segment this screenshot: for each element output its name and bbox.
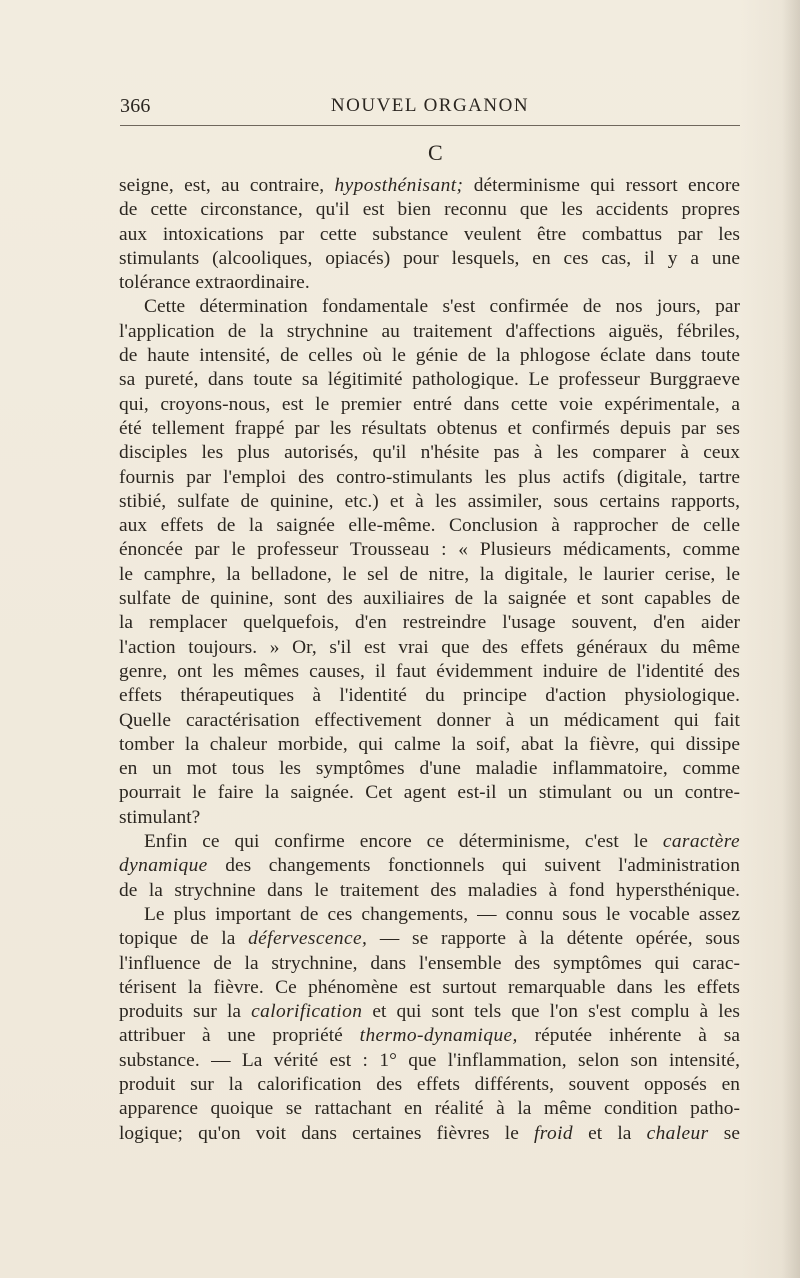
text-run: genre, ont les mêmes causes, il faut évidemment induire de l'identité des xyxy=(119,660,740,682)
text-run: sulfate de quinine, sont des auxiliaires de la saignée et sont capables de xyxy=(119,588,740,610)
text-run: aux intoxications par cette substance veulent être combattus par les xyxy=(119,223,740,245)
text-run: de haute intensité, de celles où le génie de la phlogose éclate dans toute xyxy=(119,345,740,367)
text-run: tolérance extraordinaire. xyxy=(119,272,310,294)
text-line xyxy=(119,223,740,247)
text-line xyxy=(119,927,740,951)
text-line xyxy=(119,393,740,417)
text-run: — se rapporte à la détente opérée, sous xyxy=(367,928,741,950)
text-run: l'influence de la strychnine, dans l'ensemble des symptômes qui carac- xyxy=(119,952,740,974)
text-line xyxy=(119,247,740,271)
text-run: Cette détermination fondamentale s'est confirmée de nos jours, par xyxy=(144,296,740,318)
text-run: Enfin ce qui confirme encore ce déterminisme, c'est le xyxy=(144,831,663,853)
text-run: Le plus important de ces changements, — connu sous le vocable assez xyxy=(144,903,740,925)
text-line xyxy=(119,806,740,830)
italic-text-run: caractère xyxy=(662,831,740,853)
text-run: attribuer à une propriété xyxy=(119,1025,360,1047)
italic-text-run: chaleur xyxy=(646,1122,709,1144)
text-run: pourrait le faire la saignée. Cet agent est-il un stimulant ou un contre- xyxy=(119,782,740,804)
text-run: et la xyxy=(573,1122,647,1144)
text-run: énoncée par le professeur Trousseau : « Plusieurs médicaments, comme xyxy=(119,539,740,561)
text-line xyxy=(119,879,740,903)
text-line xyxy=(119,538,740,562)
text-line xyxy=(119,830,740,854)
text-run: réputée inhérente à sa xyxy=(517,1025,740,1047)
text-line xyxy=(119,344,740,368)
text-run: aux effets de la saignée elle-même. Conclusion à rapprocher de celle xyxy=(119,515,740,537)
text-line xyxy=(119,903,740,927)
italic-text-run: dynamique xyxy=(119,855,208,877)
text-run: l'action toujours. » Or, s'il est vrai que des effets généraux du même xyxy=(119,636,740,658)
text-run: se xyxy=(708,1122,740,1144)
text-line xyxy=(119,174,740,198)
running-title: NOUVEL ORGANON xyxy=(330,95,530,116)
body-text xyxy=(119,174,740,1146)
text-run: fournis par l'emploi des contro-stimulants les plus actifs (digitale, tartre xyxy=(119,466,740,488)
text-line xyxy=(119,295,740,319)
header-rule xyxy=(120,125,740,126)
section-mark: C xyxy=(428,140,443,165)
text-run: logique; qu'on voit dans certaines fièvres le xyxy=(119,1122,534,1144)
text-run: effets thérapeutiques à l'identité du principe d'action physiologique. xyxy=(119,685,740,707)
text-run: en un mot tous les symptômes d'une maladie inflammatoire, comme xyxy=(119,758,740,780)
text-line xyxy=(119,976,740,1000)
text-run: apparence quoique se rattachant en réalité à la même condition patho- xyxy=(119,1098,740,1120)
italic-text-run: défervescence, xyxy=(248,928,368,950)
text-line xyxy=(119,587,740,611)
text-line xyxy=(119,660,740,684)
text-line xyxy=(119,636,740,660)
text-line xyxy=(119,198,740,222)
italic-text-run: hyposthénisant; xyxy=(334,175,464,196)
text-line xyxy=(119,1024,740,1048)
text-line xyxy=(119,320,740,344)
text-run: tomber la chaleur morbide, qui calme la soif, abat la fièvre, qui dissipe xyxy=(119,733,740,755)
text-run: des changements fonctionnels qui suivent l'administration xyxy=(207,855,740,877)
text-line xyxy=(119,709,740,733)
italic-text-run: froid xyxy=(534,1122,573,1144)
text-run: été tellement frappé par les résultats obtenus et confirmés depuis par ses xyxy=(119,417,740,439)
text-run: Quelle caractérisation effectivement donner à un médicament qui fait xyxy=(119,709,740,731)
text-line xyxy=(119,417,740,441)
text-line xyxy=(119,1000,740,1024)
italic-text-run: thermo-dynamique, xyxy=(359,1025,518,1047)
text-line xyxy=(119,733,740,757)
text-run: disciples les plus autorisés, qu'il n'hésite pas à les comparer à ceux xyxy=(119,442,740,464)
page-edge-shadow xyxy=(782,0,800,1278)
text-line xyxy=(119,514,740,538)
text-run: produits sur la xyxy=(119,1001,252,1023)
text-run: produit sur la calorification des effets différents, souvent opposés en xyxy=(119,1073,740,1095)
text-run: stibié, sulfate de quinine, etc.) et à les assimiler, sous certains rapports, xyxy=(119,490,740,512)
text-run: le camphre, la belladone, le sel de nitre, la digitale, le laurier cerise, le xyxy=(119,563,740,585)
text-line xyxy=(119,1122,740,1146)
text-run: et qui sont tels que l'on s'est complu à les xyxy=(362,1001,740,1023)
text-line xyxy=(119,490,740,514)
text-run: l'application de la strychnine au traitement d'affections aiguës, fébriles, xyxy=(119,320,740,342)
text-run: qui, croyons-nous, est le premier entré dans cette voie expérimentale, a xyxy=(119,393,740,415)
text-run: topique de la xyxy=(119,928,249,950)
text-run: la remplacer quelquefois, d'en restreindre l'usage souvent, d'en aider xyxy=(119,612,740,634)
text-run: de cette circonstance, qu'il est bien reconnu que les accidents propres xyxy=(119,199,740,221)
text-run: stimulants (alcooliques, opiacés) pour lesquels, en ces cas, il y a une xyxy=(119,247,740,269)
text-line xyxy=(119,271,740,295)
text-line xyxy=(119,952,740,976)
text-line xyxy=(119,466,740,490)
text-line xyxy=(119,1097,740,1121)
text-line xyxy=(119,854,740,878)
text-line xyxy=(119,611,740,635)
text-line xyxy=(119,684,740,708)
text-run: stimulant? xyxy=(119,806,201,828)
italic-text-run: calorification xyxy=(251,1001,363,1023)
text-run: déterminisme qui ressort encore xyxy=(463,175,740,196)
text-line xyxy=(119,781,740,805)
text-line xyxy=(119,757,740,781)
text-line xyxy=(119,368,740,392)
text-line xyxy=(119,1073,740,1097)
text-run: térisent la fièvre. Ce phénomène est surtout remarquable dans les effets xyxy=(119,976,740,998)
page-number: 366 xyxy=(120,95,151,117)
text-run: de la strychnine dans le traitement des maladies à fond hypersthénique. xyxy=(119,879,740,901)
text-run: seigne, est, au contraire, xyxy=(119,175,335,196)
text-run: sa pureté, dans toute sa légitimité pathologique. Le professeur Burggraeve xyxy=(119,369,740,391)
text-run: substance. — La vérité est : 1° que l'inflammation, selon son intensité, xyxy=(119,1049,740,1071)
running-header xyxy=(120,95,740,125)
text-line xyxy=(119,563,740,587)
text-line xyxy=(119,441,740,465)
text-line xyxy=(119,1049,740,1073)
